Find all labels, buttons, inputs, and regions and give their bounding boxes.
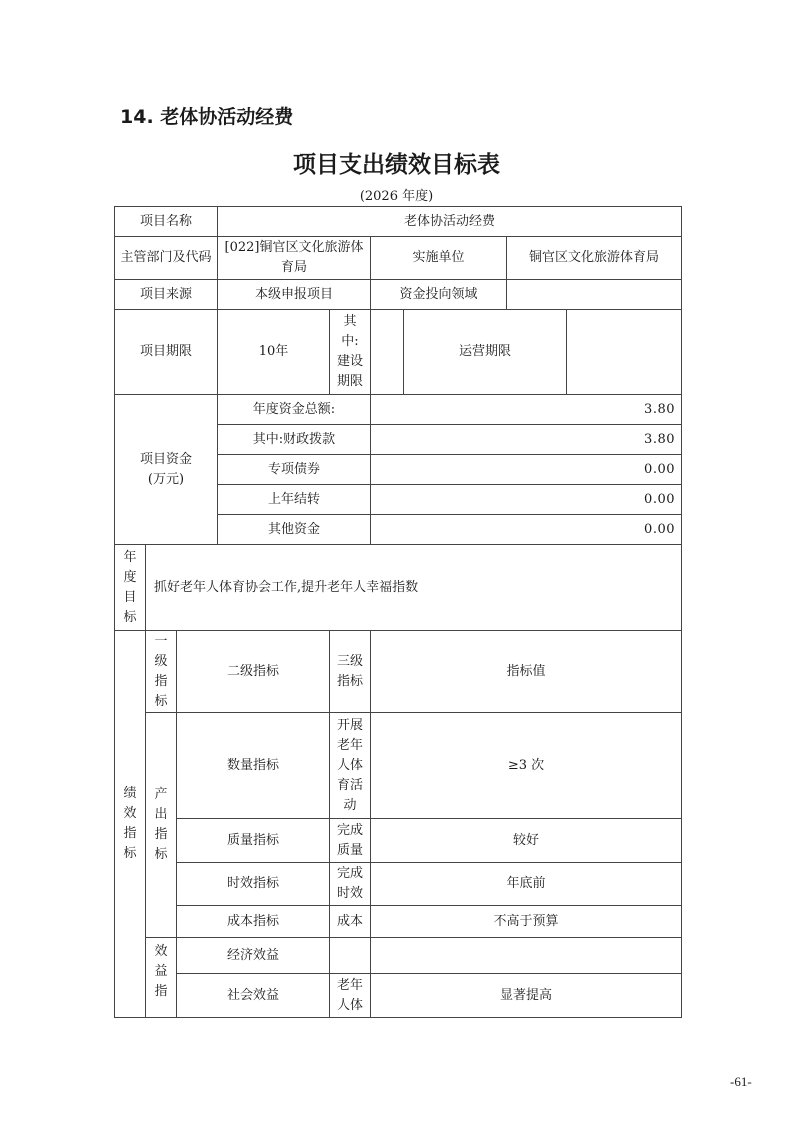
implementing-unit-label: 实施单位 bbox=[371, 237, 507, 280]
funds-row-label: 其中:财政拨款 bbox=[218, 425, 371, 455]
funds-row-label: 专项债券 bbox=[218, 455, 371, 485]
invest-field-value bbox=[507, 280, 682, 310]
indicator-value bbox=[371, 938, 682, 974]
construction-period-label: 其中:建设期限 bbox=[330, 310, 371, 395]
annual-goal-text: 抓好老年人体育协会工作,提升老年人幸福指数 bbox=[146, 545, 682, 631]
indicator-level3: 老年人体 bbox=[330, 974, 371, 1018]
indicator-level3: 成本 bbox=[330, 906, 371, 938]
funds-row-value: 3.80 bbox=[371, 395, 682, 425]
period-label: 项目期限 bbox=[115, 310, 218, 395]
indicator-level3: 完成质量 bbox=[330, 819, 371, 863]
operation-period-value bbox=[567, 310, 682, 395]
implementing-unit-value: 铜官区文化旅游体育局 bbox=[507, 237, 682, 280]
indicator-level2: 时效指标 bbox=[177, 863, 330, 906]
funds-row-label: 年度资金总额: bbox=[218, 395, 371, 425]
benefit-indicators-label: 效益指 bbox=[146, 938, 177, 1018]
construction-period-value bbox=[371, 310, 404, 395]
funds-row-value: 3.80 bbox=[371, 425, 682, 455]
funds-row-label: 上年结转 bbox=[218, 485, 371, 515]
project-name-label: 项目名称 bbox=[115, 207, 218, 237]
indicator-value: 显著提高 bbox=[371, 974, 682, 1018]
invest-field-label: 资金投向领域 bbox=[371, 280, 507, 310]
indicator-level2: 质量指标 bbox=[177, 819, 330, 863]
indicator-value: 较好 bbox=[371, 819, 682, 863]
funds-row-label: 其他资金 bbox=[218, 515, 371, 545]
indicator-value: 年底前 bbox=[371, 863, 682, 906]
indicator-level2: 社会效益 bbox=[177, 974, 330, 1018]
operation-period-label: 运营期限 bbox=[404, 310, 567, 395]
indicator-level2: 经济效益 bbox=[177, 938, 330, 974]
performance-target-table bbox=[114, 206, 682, 1018]
level2-header: 二级指标 bbox=[177, 631, 330, 713]
table-title: 项目支出绩效目标表 bbox=[293, 152, 500, 178]
project-name-value: 老体协活动经费 bbox=[218, 207, 682, 237]
indicator-level2: 成本指标 bbox=[177, 906, 330, 938]
funds-row-value: 0.00 bbox=[371, 515, 682, 545]
indicator-level3: 完成时效 bbox=[330, 863, 371, 906]
source-value: 本级申报项目 bbox=[218, 280, 371, 310]
performance-indicators-label: 绩效指标 bbox=[115, 631, 146, 1018]
indicator-value-header: 指标值 bbox=[371, 631, 682, 713]
source-label: 项目来源 bbox=[115, 280, 218, 310]
funds-row-value: 0.00 bbox=[371, 485, 682, 515]
fiscal-year: (2026 年度) bbox=[359, 189, 434, 204]
indicator-level2: 数量指标 bbox=[177, 713, 330, 819]
funds-label: 项目资金(万元) bbox=[115, 395, 218, 545]
department-label: 主管部门及代码 bbox=[115, 237, 218, 280]
annual-goal-label: 年度目标 bbox=[115, 545, 146, 631]
indicator-value: ≥3 次 bbox=[371, 713, 682, 819]
indicator-value: 不高于预算 bbox=[371, 906, 682, 938]
section-heading: 14. 老体协活动经费 bbox=[120, 106, 294, 128]
indicator-level3: 开展老年人体育活动 bbox=[330, 713, 371, 819]
department-value: [022]铜官区文化旅游体育局 bbox=[218, 237, 371, 280]
output-indicators-label: 产出指标 bbox=[146, 713, 177, 938]
period-value: 10年 bbox=[218, 310, 330, 395]
funds-row-value: 0.00 bbox=[371, 455, 682, 485]
level3-header: 三级指标 bbox=[330, 631, 371, 713]
indicator-level3 bbox=[330, 938, 371, 974]
page-number: -61- bbox=[730, 1074, 752, 1089]
level1-header: 一级指标 bbox=[146, 631, 177, 713]
